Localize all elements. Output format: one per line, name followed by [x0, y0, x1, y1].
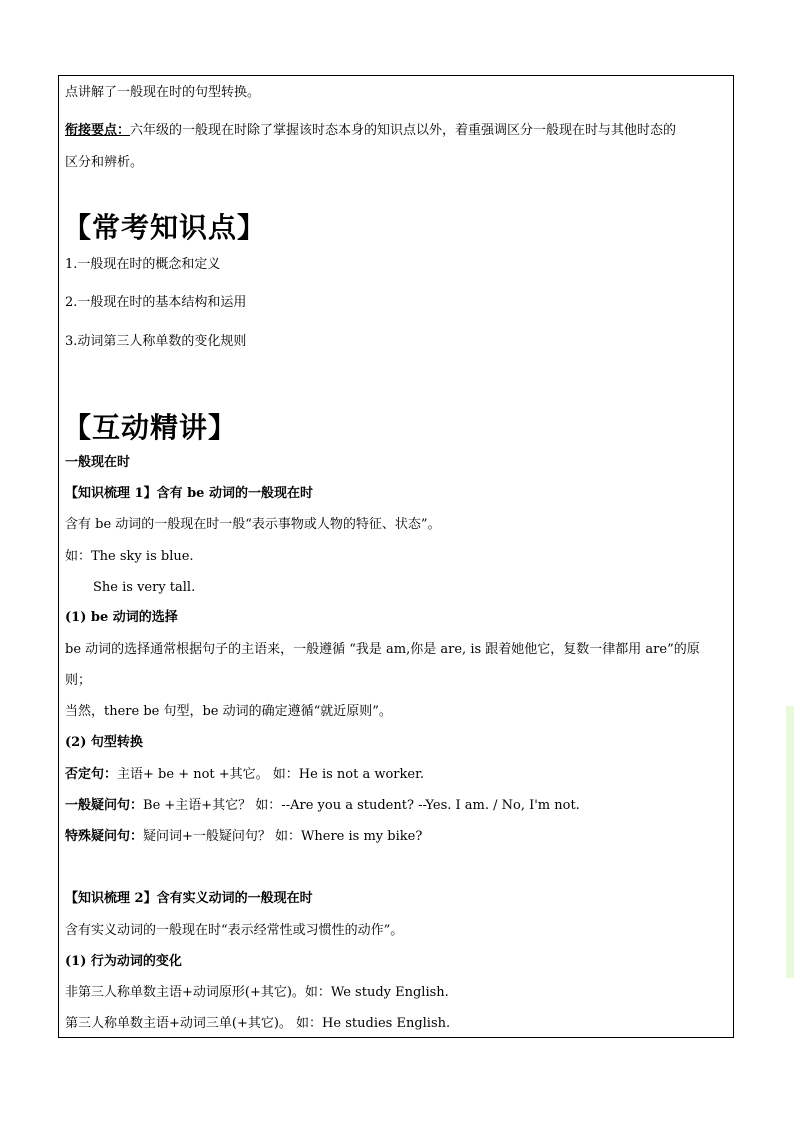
verb-change-line-2: 第三人称单数主语+动词三单(+其它)。 如：He studies English. — [65, 1016, 451, 1031]
content-frame — [58, 75, 734, 1038]
general-question-label: 一般疑问句： — [65, 798, 144, 813]
intro-label: 衔接要点： — [65, 123, 131, 138]
example-1 — [65, 548, 194, 566]
subtitle-simple-present: 一般现在时 — [65, 455, 131, 470]
example-1-text: The sky is blue. — [91, 549, 194, 564]
intro-line-2-text: 六年级的一般现在时除了掌握该时态本身的知识点以外，着重强调区分一般现在时与其他时态的 — [130, 123, 677, 138]
intro-line-3: 区分和辨析。 — [65, 155, 144, 170]
negative-text: 主语+ be + not +其它。 如：He is not a worker. — [117, 767, 425, 782]
special-question-text: 疑问词+一般疑问句？ 如：Where is my bike? — [143, 829, 423, 844]
sentence-transform-heading: (2) 句型转换 — [65, 735, 143, 750]
be-choice-line-1: be 动词的选择通常根据句子的主语来，一般遵循 “我是 am,你是 are, is 跟着她他它，复数一律都用 are”的原 — [65, 642, 700, 657]
knowledge-2-desc: 含有实义动词的一般现在时“表示经常性或习惯性的动作”。 — [65, 923, 404, 938]
example-2: She is very tall. — [93, 580, 196, 595]
knowledge-2-title: 【知识梳理 2】含有实义动词的一般现在时 — [65, 891, 313, 906]
key-point-1: 1.一般现在时的概念和定义 — [65, 257, 221, 272]
negative-label: 否定句： — [65, 767, 118, 782]
key-point-3: 3.动词第三人称单数的变化规则 — [65, 334, 247, 349]
negative-sentence — [65, 766, 424, 784]
example-label: 如： — [65, 549, 92, 564]
special-question — [65, 828, 422, 846]
key-point-2: 2.一般现在时的基本结构和运用 — [65, 295, 247, 310]
section-title-interactive: 【互动精讲】 — [63, 411, 238, 444]
intro-line-1: 点讲解了一般现在时的句型转换。 — [65, 85, 261, 100]
verb-change-heading: (1) 行为动词的变化 — [65, 954, 182, 969]
side-scroll-bar — [786, 706, 794, 978]
be-choice-line-3: 当然，there be 句型，be 动词的确定遵循“就近原则”。 — [65, 704, 392, 719]
general-question-text: Be +主语+其它？ 如：--Are you a student? --Yes. I am. / No, I'm not. — [143, 798, 580, 813]
intro-line-2 — [65, 122, 676, 140]
special-question-label: 特殊疑问句： — [65, 829, 144, 844]
verb-change-line-1: 非第三人称单数主语+动词原形(+其它)。如：We study English. — [65, 985, 449, 1000]
section-title-key-points: 【常考知识点】 — [63, 211, 267, 244]
knowledge-1-desc: 含有 be 动词的一般现在时一般“表示事物或人物的特征、状态”。 — [65, 517, 441, 532]
be-choice-line-2: 则； — [65, 673, 92, 688]
knowledge-1-title: 【知识梳理 1】含有 be 动词的一般现在时 — [65, 486, 313, 501]
be-choice-heading: (1) be 动词的选择 — [65, 610, 178, 625]
general-question — [65, 797, 580, 815]
